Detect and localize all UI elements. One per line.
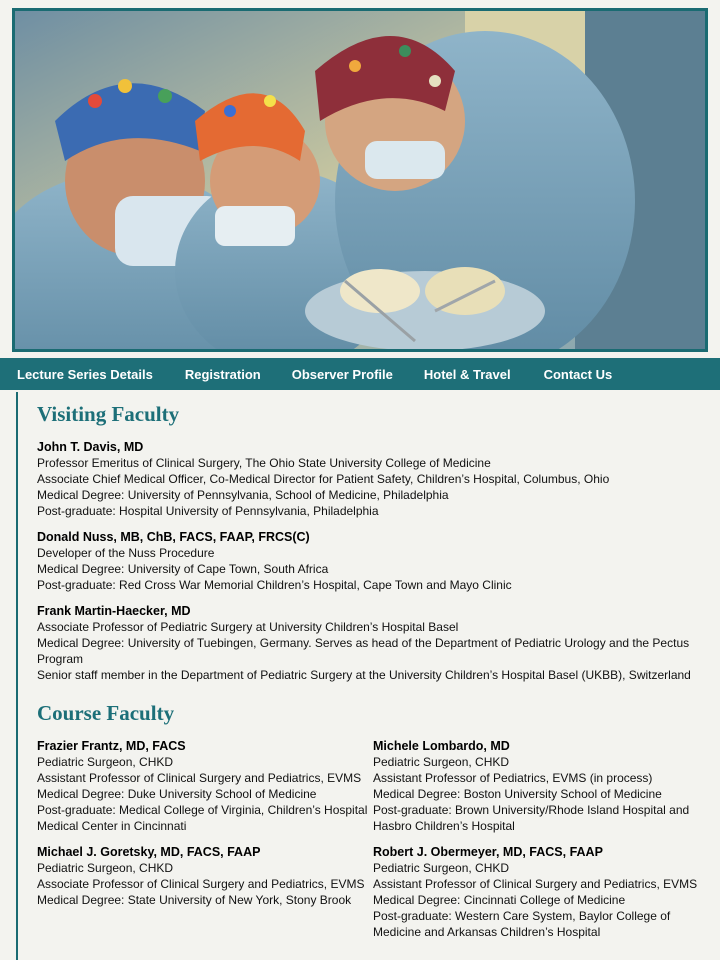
faculty-entry [373, 844, 709, 940]
faculty-name: John T. Davis, MD [37, 440, 144, 454]
course-faculty-right-column [373, 738, 709, 950]
faculty-detail: Post-graduate: Red Cross War Memorial Children’s Hospital, Cape Town and Mayo Clinic [37, 578, 512, 592]
faculty-detail: Post-graduate: Western Care System, Baylor College of Medicine and Arkansas Children’s Hospital [373, 909, 671, 939]
main-content [16, 392, 718, 960]
course-faculty-left-column [37, 738, 373, 950]
surgery-photo [15, 11, 705, 349]
faculty-detail: Assistant Professor of Clinical Surgery and Pediatrics, EVMS [37, 771, 362, 785]
faculty-detail: Assistant Professor of Clinical Surgery and Pediatrics, EVMS [373, 877, 698, 891]
nav-observer-profile[interactable]: Observer Profile [291, 366, 393, 382]
visiting-faculty-heading: Visiting Faculty [37, 402, 180, 426]
main-nav [0, 358, 720, 390]
faculty-detail: Professor Emeritus of Clinical Surgery, The Ohio State University College of Medicine [37, 456, 491, 470]
faculty-detail: Assistant Professor of Pediatrics, EVMS (in process) [373, 771, 653, 785]
hero-image [12, 8, 708, 352]
faculty-name: Frazier Frantz, MD, FACS [37, 739, 186, 753]
faculty-detail: Medical Degree: University of Cape Town, South Africa [37, 562, 329, 576]
faculty-detail: Associate Chief Medical Officer, Co-Medical Director for Patient Safety, Children’s Hospital, Columbus, Ohio [37, 472, 610, 486]
faculty-entry [37, 738, 373, 834]
faculty-name: Robert J. Obermeyer, MD, FACS, FAAP [373, 845, 603, 859]
nav-hotel-travel[interactable]: Hotel & Travel [423, 366, 511, 382]
faculty-entry [37, 439, 718, 519]
faculty-detail: Medical Degree: Duke University School of Medicine [37, 787, 317, 801]
faculty-detail: Pediatric Surgeon, CHKD [37, 861, 174, 875]
faculty-detail: Medical Degree: Cincinnati College of Medicine [373, 893, 626, 907]
faculty-entry [37, 844, 373, 908]
faculty-detail: Post-graduate: Medical College of Virginia, Children’s Hospital Medical Center in Cincinnati [37, 803, 368, 833]
course-faculty-heading: Course Faculty [37, 701, 175, 725]
faculty-detail: Post-graduate: Brown University/Rhode Island Hospital and Hasbro Children’s Hospital [373, 803, 690, 833]
faculty-detail: Developer of the Nuss Procedure [37, 546, 215, 560]
faculty-detail: Associate Professor of Clinical Surgery and Pediatrics, EVMS [37, 877, 365, 891]
faculty-entry [37, 529, 718, 593]
faculty-name: Michele Lombardo, MD [373, 739, 510, 753]
faculty-name: Frank Martin-Haecker, MD [37, 604, 191, 618]
faculty-detail: Medical Degree: University of Tuebingen, Germany. Serves as head of the Department of Pediatric Urology and the Pectus Program [37, 636, 690, 666]
faculty-entry [373, 738, 709, 834]
course-faculty-columns [37, 738, 718, 950]
nav-contact-us[interactable]: Contact Us [543, 366, 613, 382]
faculty-detail: Pediatric Surgeon, CHKD [37, 755, 174, 769]
nav-lecture-series-details[interactable]: Lecture Series Details [17, 366, 153, 382]
faculty-detail: Medical Degree: Boston University School of Medicine [373, 787, 662, 801]
faculty-detail: Medical Degree: University of Pennsylvania, School of Medicine, Philadelphia [37, 488, 449, 502]
faculty-name: Michael J. Goretsky, MD, FACS, FAAP [37, 845, 261, 859]
faculty-detail: Associate Professor of Pediatric Surgery at University Children’s Hospital Basel [37, 620, 459, 634]
faculty-detail: Post-graduate: Hospital University of Pennsylvania, Philadelphia [37, 504, 379, 518]
faculty-detail: Senior staff member in the Department of Pediatric Surgery at the University Children’s Hospital Basel (UKBB), Switzerland [37, 668, 691, 682]
faculty-detail: Medical Degree: State University of New York, Stony Brook [37, 893, 352, 907]
faculty-name: Donald Nuss, MB, ChB, FACS, FAAP, FRCS(C) [37, 530, 310, 544]
faculty-entry [37, 603, 697, 683]
faculty-detail: Pediatric Surgeon, CHKD [373, 861, 510, 875]
nav-registration[interactable]: Registration [184, 366, 261, 382]
faculty-detail: Pediatric Surgeon, CHKD [373, 755, 510, 769]
